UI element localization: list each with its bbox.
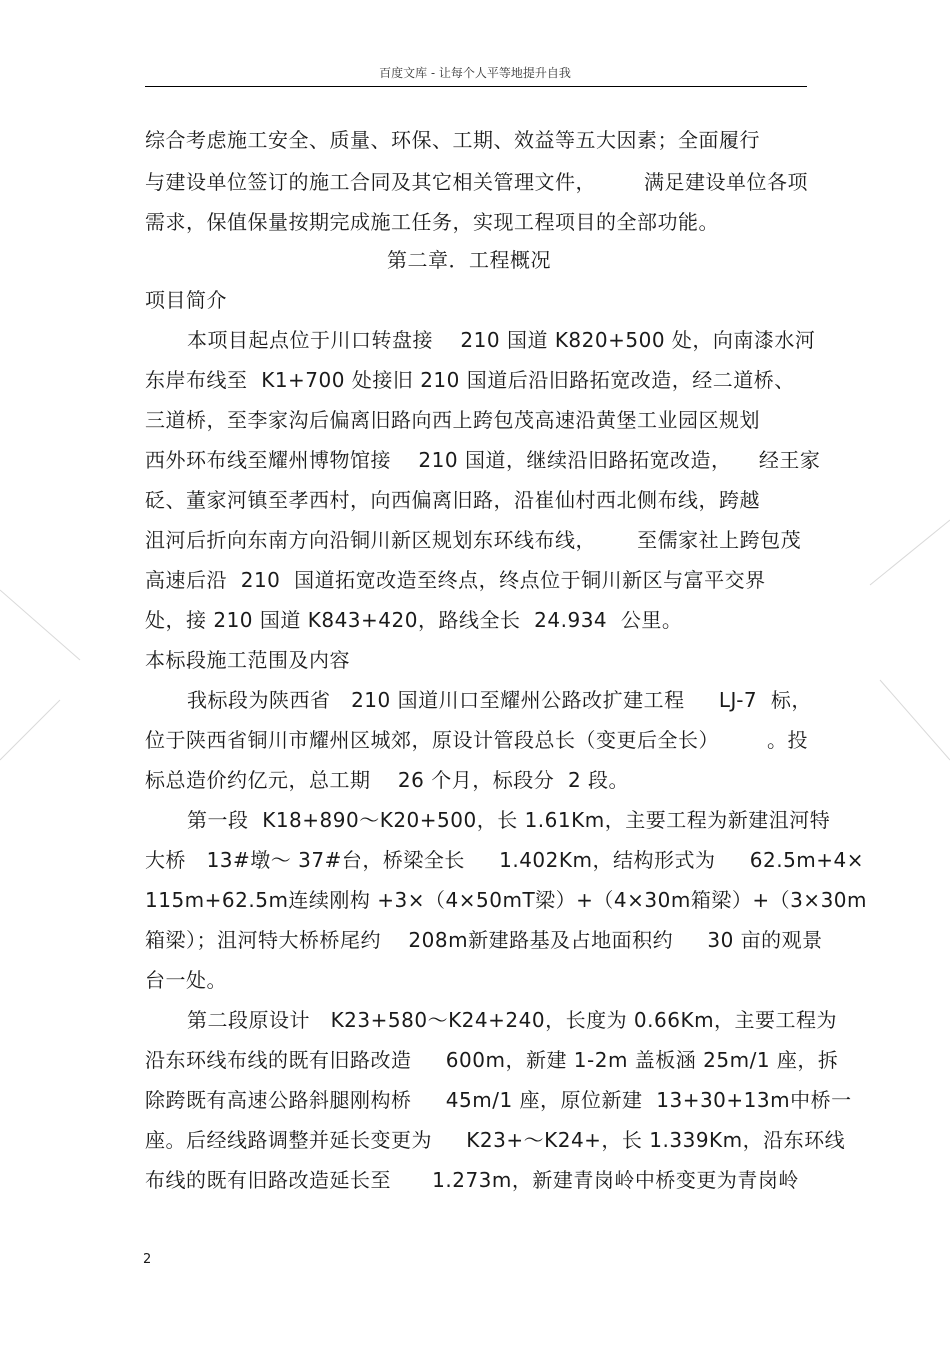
body-line: 沿东环线布线的既有旧路改造 600m，新建 1-2m 盖板涵 25m/1 座，拆 xyxy=(145,1048,839,1072)
body-line: 沮河后折向东南方向沿铜川新区规划东环线布线， 至儒家社上跨包茂 xyxy=(145,528,802,552)
page-number: 2 xyxy=(143,1252,152,1267)
body-line: 我标段为陕西省 210 国道川口至耀州公路改扩建工程 LJ-7 标， xyxy=(187,688,812,712)
body-line: 台一处。 xyxy=(145,968,227,992)
body-line: 需求，保值保量按期完成施工任务，实现工程项目的全部功能。 xyxy=(145,210,719,234)
body-line: 座。后经线路调整并延长变更为 K23+～K24+，长 1.339Km，沿东环线 xyxy=(145,1128,846,1152)
body-line: 西外环布线至耀州博物馆接 210 国道，继续沿旧路拓宽改造， 经王家 xyxy=(145,448,821,472)
section-heading: 项目简介 xyxy=(145,288,227,312)
body-line: 高速后沿 210 国道拓宽改造至终点，终点位于铜川新区与富平交界 xyxy=(145,568,766,592)
body-line: 本项目起点位于川口转盘接 210 国道 K820+500 处，向南漆水河 xyxy=(187,328,816,352)
body-line: 位于陕西省铜川市耀州区城郊，原设计管段总长（变更后全长） 。投 xyxy=(145,728,809,752)
section-heading: 本标段施工范围及内容 xyxy=(145,648,350,672)
body-line: 第一段 K18+890～K20+500，长 1.61Km，主要工程为新建沮河特 xyxy=(187,808,831,832)
body-line: 大桥 13#墩～ 37#台，桥梁全长 1.402Km，结构形式为 62.5m+4× xyxy=(145,848,865,872)
body-line: 箱梁）；沮河特大桥桥尾约 208m新建路基及占地面积约 30 亩的观景 xyxy=(145,928,823,952)
body-line: 115m+62.5m连续刚构 +3×（4×50mT梁）+（4×30m箱梁）+（3×30m xyxy=(145,888,867,912)
page-header: 百度文库 - 让每个人平等地提升自我 xyxy=(379,66,571,80)
body-line: 布线的既有旧路改造延长至 1.273m，新建青岗岭中桥变更为青岗岭 xyxy=(145,1168,799,1192)
body-line: 第二段原设计 K23+580～K24+240，长度为 0.66Km，主要工程为 xyxy=(187,1008,838,1032)
body-line: 标总造价约亿元，总工期 26 个月，标段分 2 段。 xyxy=(145,768,630,792)
body-line: 砭、董家河镇至孝西村，向西偏离旧路，沿崔仙村西北侧布线，跨越 xyxy=(145,488,760,512)
body-line: 除跨既有高速公路斜腿刚构桥 45m/1 座，原位新建 13+30+13m中桥一 xyxy=(145,1088,852,1112)
body-line: 东岸布线至 K1+700 处接旧 210 国道后沿旧路拓宽改造，经二道桥、 xyxy=(145,368,795,392)
body-line: 与建设单位签订的施工合同及其它相关管理文件， 满足建设单位各项 xyxy=(145,170,809,194)
body-line: 三道桥，至李家沟后偏离旧路向西上跨包茂高速沿黄堡工业园区规划 xyxy=(145,408,760,432)
body-line: 综合考虑施工安全、质量、环保、工期、效益等五大因素；全面履行 xyxy=(145,128,760,152)
body-line: 处，接 210 国道 K843+420，路线全长 24.934 公里。 xyxy=(145,608,683,632)
chapter-title: 第二章．工程概况 xyxy=(387,248,551,272)
header-rule xyxy=(145,86,807,87)
